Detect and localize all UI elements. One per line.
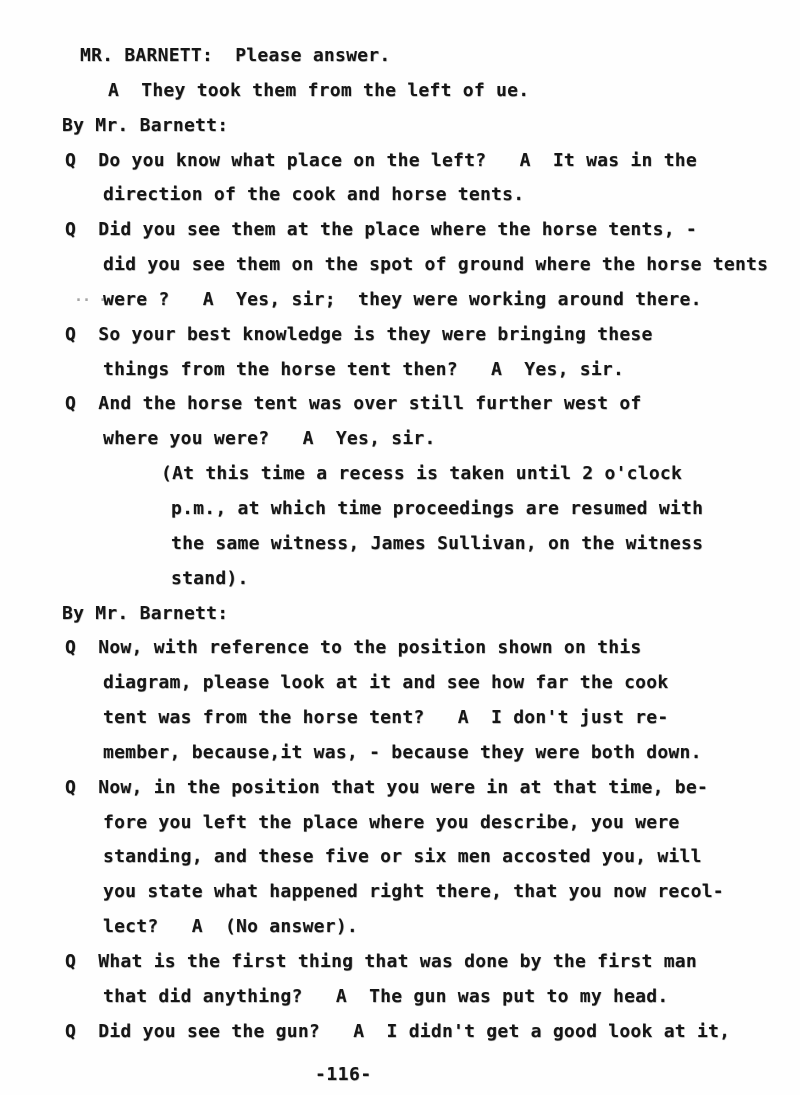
transcript-line: where you were? A Yes, sir.: [103, 428, 436, 450]
transcript-line: things from the horse tent then? A Yes, sir.: [103, 358, 625, 380]
transcript-line: fore you left the place where you describe, you were: [103, 811, 680, 833]
transcript-line: Q And the horse tent was over still further west of: [65, 393, 642, 415]
transcript-line: tent was from the horse tent? A I don't just re-: [103, 707, 669, 729]
transcript-line: Q Do you know what place on the left? A It was in the: [65, 149, 697, 171]
transcript-line: ·· ·- were ? A Yes, sir; they were working around there.: [62, 283, 800, 318]
transcript-line: member, because,it was, - because they were both down.: [103, 741, 702, 763]
transcript-line: you state what happened right there, that you now recol-: [103, 881, 724, 903]
transcript-line: p.m., at which time proceedings are resumed with: [171, 497, 704, 519]
transcript-line: By Mr. Barnett:: [62, 114, 229, 136]
transcript-line: Q What is the first thing that was done by the first man: [65, 950, 697, 972]
transcript-line: did you see them on the spot of ground where the horse tents: [103, 254, 769, 276]
transcript-line: (At this time a recess is taken until 2 o'clock: [161, 463, 683, 485]
transcript-line: standing, and these five or six men accosted you, will: [103, 846, 702, 868]
transcript-line: stand).: [171, 567, 249, 589]
transcript-line: Q So your best knowledge is they were bringing these: [65, 323, 653, 345]
transcript-line: the same witness, James Sullivan, on the witness: [171, 532, 704, 554]
transcript-line: direction of the cook and horse tents.: [103, 184, 525, 206]
transcript-line: that did anything? A The gun was put to my head.: [103, 985, 669, 1007]
transcript-line: Q Did you see them at the place where the horse tents, -: [65, 219, 697, 241]
transcript-line: By Mr. Barnett:: [62, 602, 229, 624]
transcript-line: A They took them from the left of ue.: [108, 79, 530, 101]
transcript-line: diagram, please look at it and see how far the cook: [103, 672, 669, 694]
transcript-line: lect? A (No answer).: [103, 916, 358, 938]
transcript-line: MR. BARNETT: Please answer.: [80, 45, 391, 66]
page-number: -116-: [315, 1064, 372, 1085]
scan-smudge-artifact: ·· ·-: [74, 290, 115, 309]
transcript-line: Q Did you see the gun? A I didn't get a good look at it,: [65, 1020, 731, 1042]
transcript-line: Q Now, with reference to the position shown on this: [65, 637, 642, 659]
transcript-line: Q Now, in the position that you were in at that time, be-: [65, 776, 709, 798]
